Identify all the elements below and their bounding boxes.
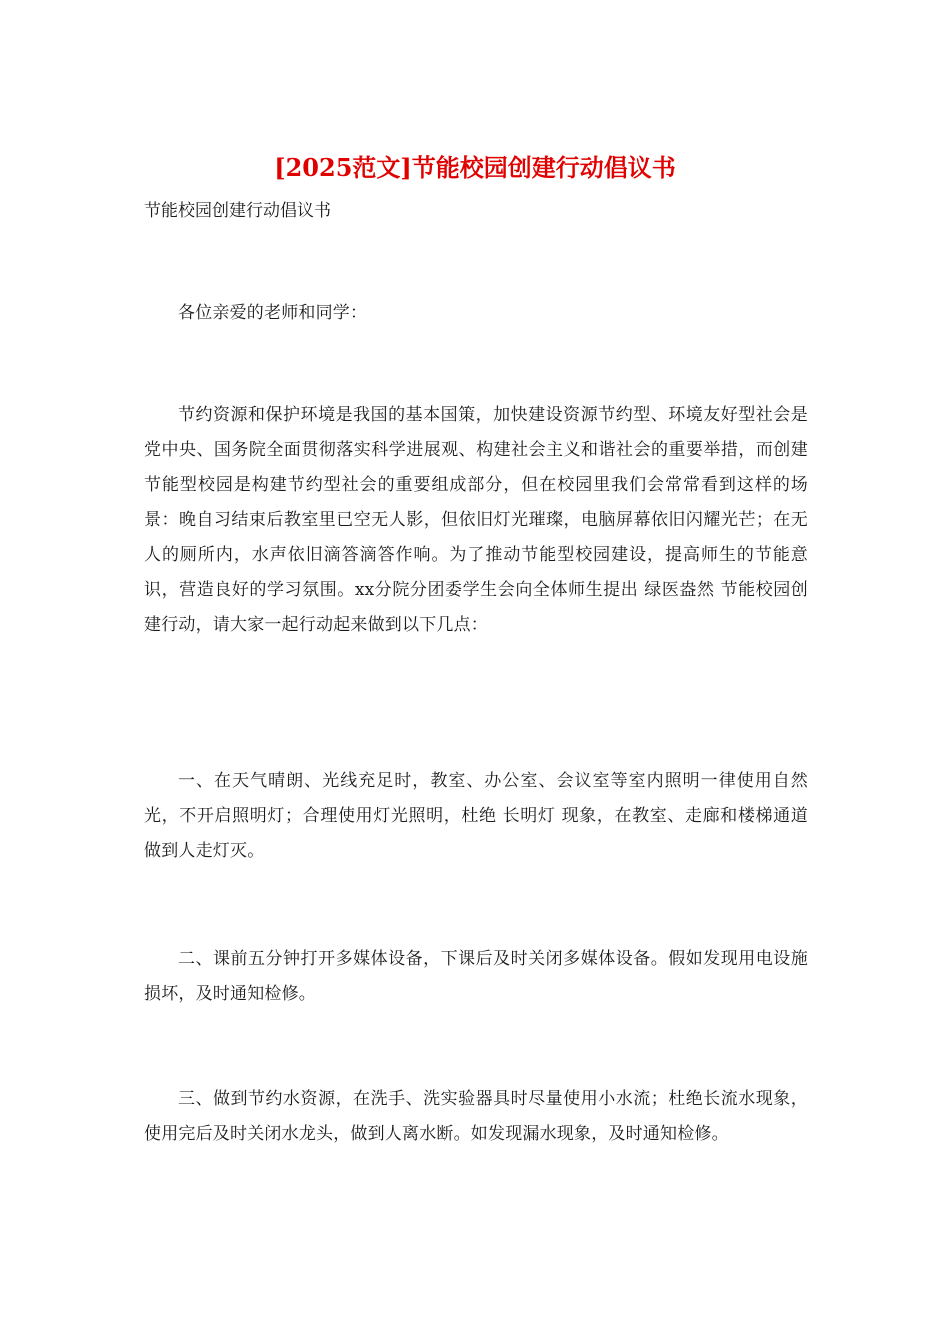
- document-title: [2025范文]节能校园创建行动倡议书: [274, 153, 676, 182]
- greeting-paragraph: 各位亲爱的老师和同学：: [178, 303, 368, 323]
- item-three-paragraph: 三、做到节约水资源，在洗手、洗实验器具时尽量使用小水流；杜绝长流水现象，使用完后及时关闭水龙头，做到人离水断。如发现漏水现象，及时通知检修。: [144, 1089, 808, 1144]
- intro-paragraph: 节约资源和保护环境是我国的基本国策，加快建设资源节约型、环境友好型社会是党中央、国务院全面贯彻落实科学进展观、构建社会主义和谐社会的重要举措，而创建节能型校园是构建节约型社会的重要组成部分，但在校园里我们会常常看到这样的场景：晚自习结束后教室里已空无人影，但依旧灯光璀璨，电脑屏幕依旧闪耀光芒；在无人的厕所内，水声依旧滴答滴答作响。为了推动节能型校园建设，提高师生的节能意识，营造良好的学习氛围。xx分院分团委学生会向全体师生提出 绿医盎然 节能校园创建行动，请大家一起行动起来做到以下几点：: [144, 405, 808, 635]
- item-two-paragraph: 二、课前五分钟打开多媒体设备，下课后及时关闭多媒体设备。假如发现用电设施损坏，及时通知检修。: [144, 949, 808, 1004]
- item-one-paragraph: 一、在天气晴朗、光线充足时，教室、办公室、会议室等室内照明一律使用自然光，不开启照明灯；合理使用灯光照明，杜绝 长明灯 现象，在教室、走廊和楼梯通道做到人走灯灭。: [144, 771, 808, 861]
- document-subtitle: 节能校园创建行动倡议书: [144, 201, 331, 221]
